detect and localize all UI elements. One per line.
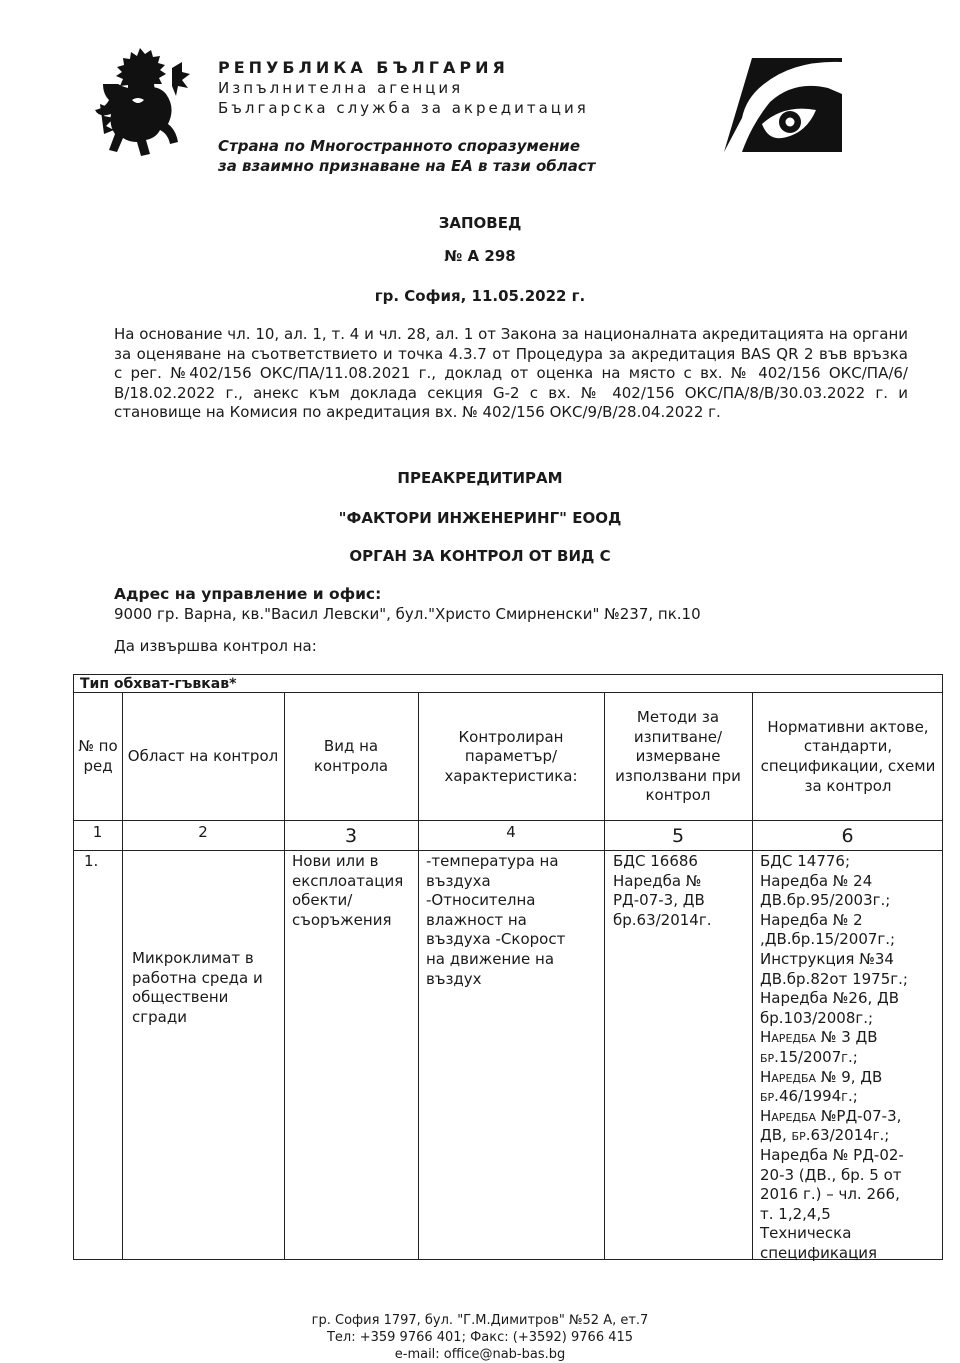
col-number: 5: [671, 825, 685, 847]
bas-logo-icon: [724, 58, 842, 152]
country-name: РЕПУБЛИКА БЪЛГАРИЯ: [218, 58, 509, 77]
header-area: Област на контрол: [127, 747, 279, 766]
norm-line: Наредба №РД-07-3,: [760, 1106, 902, 1125]
row-norms: [760, 852, 940, 1263]
norm-line: Наредба № 9, ДВ: [760, 1067, 883, 1086]
scope-type-label: Тип обхват-гъвкав*: [80, 676, 237, 692]
norm-line: БДС 14776;: [760, 852, 851, 870]
table-line: [122, 692, 123, 1260]
row-methods: БДС 16686 Наредба № РД-07-3, ДВ бр.63/2014г.: [613, 852, 712, 929]
header-no: № по ред: [78, 737, 118, 775]
norm-line: ДВ.бр.95/2003г.;: [760, 891, 891, 910]
body-type: ОРГАН ЗА КОНТРОЛ ОТ ВИД С: [349, 547, 611, 565]
norm-line: Наредба № 3 ДВ: [760, 1028, 878, 1047]
agency-name: Българска служба за акредитация: [218, 99, 589, 117]
col-number: 3: [344, 825, 358, 847]
table-line: [604, 692, 605, 1260]
col-number: 4: [506, 823, 516, 841]
norm-line: 20-3 (ДВ., бр. 5 от: [760, 1165, 902, 1184]
norm-line: 2016 г.) – чл. 266,: [760, 1185, 900, 1204]
row-kind: Нови или в експлоатация обекти/ съоръжения: [292, 852, 404, 929]
row-parameter: -температура на въздуха -Относителна влажност на въздуха -Скорост на движение на въздух: [426, 852, 566, 988]
norm-line: бр.103/2008г.;: [760, 1008, 874, 1027]
norm-line: Наредба № 2: [760, 910, 863, 929]
header-norms: Нормативни актове, стандарти, спецификации, схеми за контрол: [760, 717, 936, 795]
agreement-line-2: за взаимно признаване на ЕА в тази област: [218, 157, 596, 175]
row-no: 1.: [84, 852, 99, 870]
col-number: 6: [841, 825, 854, 847]
row-area: Микроклимат в работна среда и обществени сгради: [132, 949, 263, 1026]
norm-line: Наредба №26, ДВ: [760, 989, 900, 1008]
footer: [0, 1312, 960, 1363]
table-line: [284, 692, 285, 1260]
norm-line: ,ДВ.бр.15/2007г.;: [760, 930, 896, 949]
col-number: 1: [92, 823, 103, 841]
address-heading: Адрес на управление и офис:: [114, 585, 382, 603]
company-name: "ФАКТОРИ ИНЖЕНЕРИНГ" ЕООД: [338, 509, 622, 527]
norm-line: ДВ, бр.63/2014г.;: [760, 1126, 890, 1145]
footer-phone: Тел: +359 9766 401; Факс: (+3592) 9766 415: [326, 1330, 634, 1345]
norm-line: ДВ.бр.82от 1975г.;: [760, 969, 908, 988]
header-parameter: Контролиран параметър/ характеристика:: [444, 727, 578, 785]
coat-of-arms-lion-icon: [88, 44, 192, 162]
col-number: 2: [198, 823, 208, 841]
header-methods: Методи за изпитване/ измерване използвани при контрол: [615, 708, 741, 805]
norm-line: спецификация: [760, 1243, 878, 1262]
agency-type: Изпълнителна агенция: [218, 79, 464, 97]
header-kind: Вид на контрола: [313, 737, 389, 775]
decision-verb: ПРЕАКРЕДИТИРАМ: [397, 469, 563, 487]
footer-email[interactable]: e-mail: office@nab-bas.bg: [394, 1347, 566, 1362]
address-value: 9000 гр. Варна, кв."Васил Левски", бул."Христо Смирненски" №237, пк.10: [114, 605, 701, 623]
norm-line: бр.46/1994г.;: [760, 1087, 858, 1106]
agency-header: [218, 58, 698, 176]
table-line: [418, 692, 419, 1260]
perform-label: Да извършва контрол на:: [114, 637, 317, 655]
agreement-line-1: Страна по Многостранното споразумение: [218, 137, 580, 155]
footer-address: гр. София 1797, бул. "Г.М.Димитров" №52 А, ет.7: [311, 1313, 649, 1328]
order-title: ЗАПОВЕД: [438, 214, 522, 232]
norm-line: Наредба № РД-02-: [760, 1145, 904, 1164]
table-line: [73, 692, 943, 693]
norm-line: Техническа: [760, 1224, 852, 1243]
table-line: [73, 820, 943, 821]
order-number: № А 298: [444, 247, 516, 265]
norm-line: т. 1,2,4,5: [760, 1204, 831, 1223]
norm-line: Наредба № 24: [760, 871, 873, 890]
legal-basis-paragraph: На основание чл. 10, ал. 1, т. 4 и чл. 28, ал. 1 от Закона за националната акредитацията на органи за оценяване на съответствието и точка 4.3.7 от Процедура за акредитация BAS QR 2 във връзка с рег. №402/156 ОКС/ПА/11.08.2021 г., доклад от оценка на място с вх. № 402/156 ОКС/ПА/6/В/18.02.2022 г., анекс към доклада секция G-2 с вх. № 402/156 ОКС/ПА/8/В/30.03.2022 г. и становище на Комисия по акредитация вх. № 402/156 ОКС/9/В/28.04.2022 г.: [114, 325, 908, 422]
order-place-date: гр. София, 11.05.2022 г.: [374, 287, 586, 305]
table-line: [73, 850, 943, 851]
norm-line: бр.15/2007г.;: [760, 1047, 858, 1066]
norm-line: Инструкция №34: [760, 949, 894, 968]
table-line: [752, 692, 753, 1260]
